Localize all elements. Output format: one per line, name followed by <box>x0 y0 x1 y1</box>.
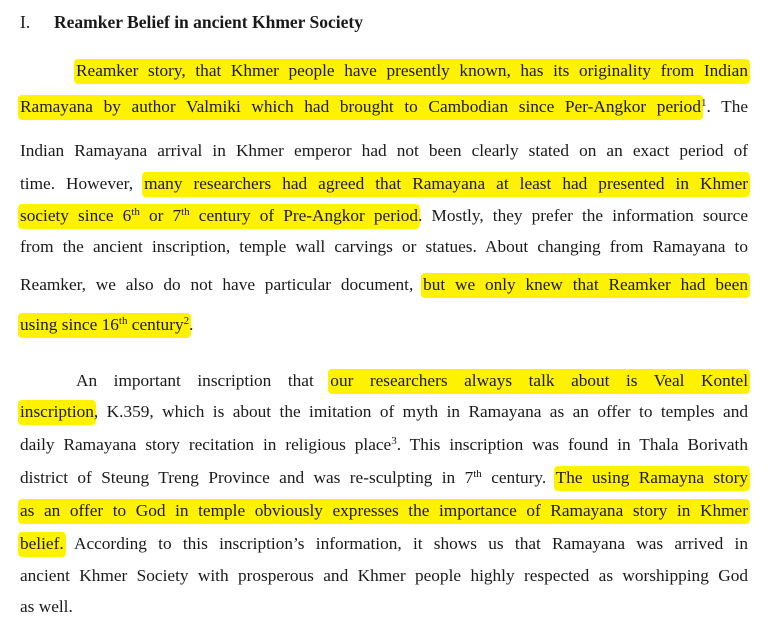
paragraph-2-line-5 <box>20 500 748 522</box>
paragraph-1-line-7 <box>20 274 748 296</box>
text-segment: , K.359, which is about the imitation of myth in Ramayana as an offer to temples and <box>93 402 748 421</box>
paragraph-2-line-6 <box>20 533 748 555</box>
footnote-ref-3[interactable]: 3 <box>391 435 397 447</box>
highlight-text: century <box>127 315 184 334</box>
paragraph-1-line-5 <box>20 205 748 227</box>
highlight: many researchers had agreed that Ramayana at least had presented in Khmer <box>142 172 750 197</box>
text-segment: . This inscription was found in Thala Borivath <box>396 435 749 454</box>
footnote-ref-2[interactable]: 2 <box>183 315 190 327</box>
text-segment: century. <box>481 468 547 487</box>
text-segment: An important inscription that <box>76 371 314 390</box>
paragraph-1-line-8 <box>20 314 748 336</box>
ordinal-suffix: th <box>181 206 190 218</box>
text-segment: . <box>189 315 194 334</box>
ordinal-suffix: th <box>473 468 482 480</box>
paragraph-2-line-1 <box>76 370 748 392</box>
paragraph-2-line-2 <box>20 401 748 423</box>
paragraph-2-line-4 <box>20 467 748 489</box>
highlight: our researchers always talk about is Veal Kontel <box>328 369 750 394</box>
footnote-ref-1[interactable]: 1 <box>700 97 707 109</box>
highlight <box>18 95 703 120</box>
paragraph-1-line-3: Indian Ramayana arrival in Khmer emperor had not been clearly stated on an exact period of <box>20 141 748 160</box>
highlight: but we only knew that Reamker had been <box>421 273 750 298</box>
highlight: The using Ramayna story <box>554 466 750 491</box>
ordinal-suffix: th <box>131 206 140 218</box>
highlight-text: society since 6 <box>20 206 132 225</box>
ordinal-suffix: th <box>118 315 128 327</box>
paragraph-1-line-4 <box>20 173 748 195</box>
highlight <box>18 313 194 338</box>
text-segment: district of Steung Treng Province and was re-sculpting in 7 <box>20 468 474 487</box>
section-heading <box>20 12 363 33</box>
highlight: inscription <box>18 400 96 425</box>
text-segment: time. However, <box>20 174 134 193</box>
text-segment: . Mostly, they prefer the information source <box>418 206 748 225</box>
text-segment: Reamker, we also do not have particular document, <box>20 275 414 294</box>
highlight: as an offer to God in temple obviously expresses the importance of Ramayana story in Khmer <box>18 499 750 524</box>
paragraph-2-line-8: as well. <box>20 597 73 616</box>
paragraph-2-line-7: ancient Khmer Society with prosperous and Khmer people highly respected as worshipping God <box>20 566 748 585</box>
paragraph-2-line-3 <box>20 434 748 456</box>
text-segment: According to this inscription’s information, it shows us that Ramayana was arrived in <box>63 534 748 553</box>
highlight: belief. <box>18 532 66 557</box>
highlight <box>18 204 420 229</box>
highlight-text: using since 16 <box>20 315 119 334</box>
highlight-text: Ramayana by author Valmiki which had brought to Cambodian since Per-Angkor period <box>20 97 701 116</box>
highlight-text: century of Pre-Angkor period <box>189 206 419 225</box>
text-segment: . The <box>706 97 749 116</box>
paragraph-1-line-6: from the ancient inscription, temple wall carvings or statues. About changing from Ramayana to <box>20 237 748 256</box>
section-title: Reamker Belief in ancient Khmer Society <box>54 12 363 32</box>
section-number: I. <box>20 12 31 32</box>
paragraph-1-line-1 <box>76 60 748 82</box>
text-segment: daily Ramayana story recitation in religious place <box>20 435 392 454</box>
highlight: Reamker story, that Khmer people have presently known, has its originality from Indian <box>74 59 750 84</box>
paragraph-1-line-2 <box>20 96 748 118</box>
highlight-text: or 7 <box>139 206 182 225</box>
